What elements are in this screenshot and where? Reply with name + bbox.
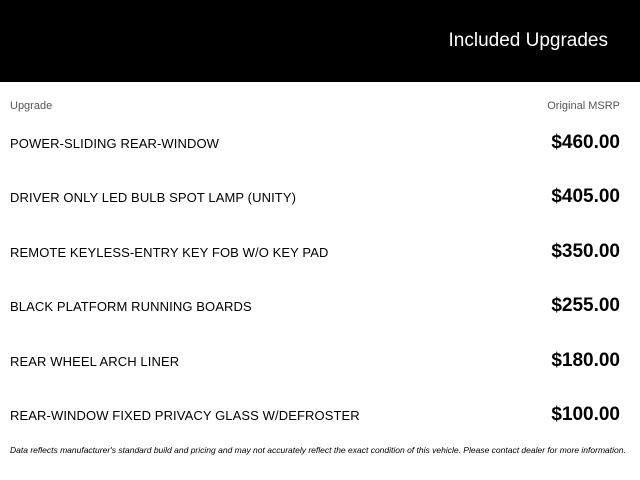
upgrade-name: REAR-WINDOW FIXED PRIVACY GLASS W/DEFROSTER xyxy=(10,408,360,423)
upgrade-row xyxy=(0,404,640,428)
upgrade-row xyxy=(0,132,640,156)
upgrade-name: BLACK PLATFORM RUNNING BOARDS xyxy=(10,299,252,314)
upgrade-name: DRIVER ONLY LED BULB SPOT LAMP (UNITY) xyxy=(10,190,297,205)
upgrade-price: $255.00 xyxy=(551,295,620,316)
upgrade-row xyxy=(0,186,640,210)
upgrade-name: REMOTE KEYLESS-ENTRY KEY FOB W/O KEY PAD xyxy=(10,245,329,260)
upgrade-name: POWER-SLIDING REAR-WINDOW xyxy=(10,136,220,151)
column-header-msrp: Original MSRP xyxy=(547,100,620,112)
disclaimer-text: Data reflects manufacturer's standard build and pricing and may not accurately reflect the exact condition of this vehicle. Please contact dealer for more information. xyxy=(10,445,626,455)
column-header-upgrade: Upgrade xyxy=(10,100,53,112)
upgrade-name: REAR WHEEL ARCH LINER xyxy=(10,354,180,369)
header-bar xyxy=(0,0,640,82)
upgrade-price: $180.00 xyxy=(551,350,620,371)
page-title: Included Upgrades xyxy=(448,30,608,51)
upgrade-row xyxy=(0,295,640,319)
upgrade-price: $405.00 xyxy=(551,186,620,207)
upgrade-price: $100.00 xyxy=(551,404,620,425)
upgrade-row xyxy=(0,350,640,374)
upgrade-price: $350.00 xyxy=(551,241,620,262)
upgrade-row xyxy=(0,241,640,265)
upgrade-price: $460.00 xyxy=(551,132,620,153)
